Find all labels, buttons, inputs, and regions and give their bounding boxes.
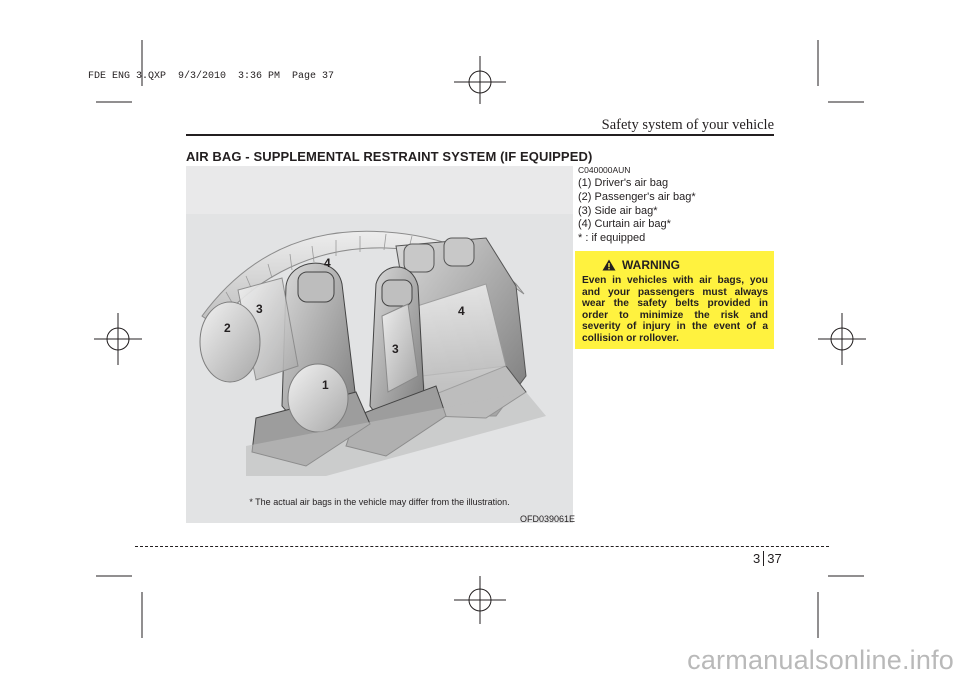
callout-4: 4 — [324, 256, 331, 270]
car-seats-airbag-drawing — [186, 166, 573, 476]
page-number-separator — [763, 551, 764, 566]
callout-2: 2 — [224, 321, 231, 335]
warning-header — [602, 258, 768, 272]
legend-item: (1) Driver's air bag — [578, 177, 669, 189]
illustration-disclaimer: * The actual air bags in the vehicle may differ from the illustration. — [249, 497, 510, 507]
image-code: OFD039061E — [519, 514, 575, 524]
warning-text: Even in vehicles with air bags, you and your passengers must always wear the safety belts provided in order to minimize the risk and severity of injury in the event of a collision or rollover. — [582, 275, 768, 344]
legend-item: (3) Side air bag* — [578, 204, 658, 217]
footer-rule — [135, 546, 829, 547]
legend-item: (4) Curtain air bag* — [578, 218, 671, 231]
legend-item: * : if equipped — [578, 232, 646, 245]
legend-item: (2) Passenger's air bag* — [578, 190, 696, 203]
warning-title: WARNING — [622, 258, 680, 272]
warning-box — [575, 251, 774, 349]
callout-3b: 3 — [392, 342, 399, 356]
callout-3: 3 — [256, 302, 263, 316]
section-title: Safety system of your vehicle — [601, 117, 774, 133]
doc-code: C040000AUN — [578, 165, 631, 175]
site-watermark: carmanualsonline.info — [687, 645, 954, 675]
page-heading: AIR BAG - SUPPLEMENTAL RESTRAINT SYSTEM (IF EQUIPPED) — [186, 149, 593, 164]
page-number-value: 37 — [767, 551, 782, 566]
airbag-illustration — [186, 166, 573, 523]
header-rule — [186, 134, 774, 136]
warning-triangle-icon — [602, 259, 616, 271]
airbag-legend — [578, 177, 696, 246]
print-slug: FDE ENG 3.QXP 9/3/2010 3:36 PM Page 37 — [88, 71, 335, 82]
chapter-number: 3 — [753, 551, 761, 566]
page-number — [753, 551, 782, 566]
callout-1: 1 — [322, 378, 329, 392]
callout-4b: 4 — [458, 304, 465, 318]
